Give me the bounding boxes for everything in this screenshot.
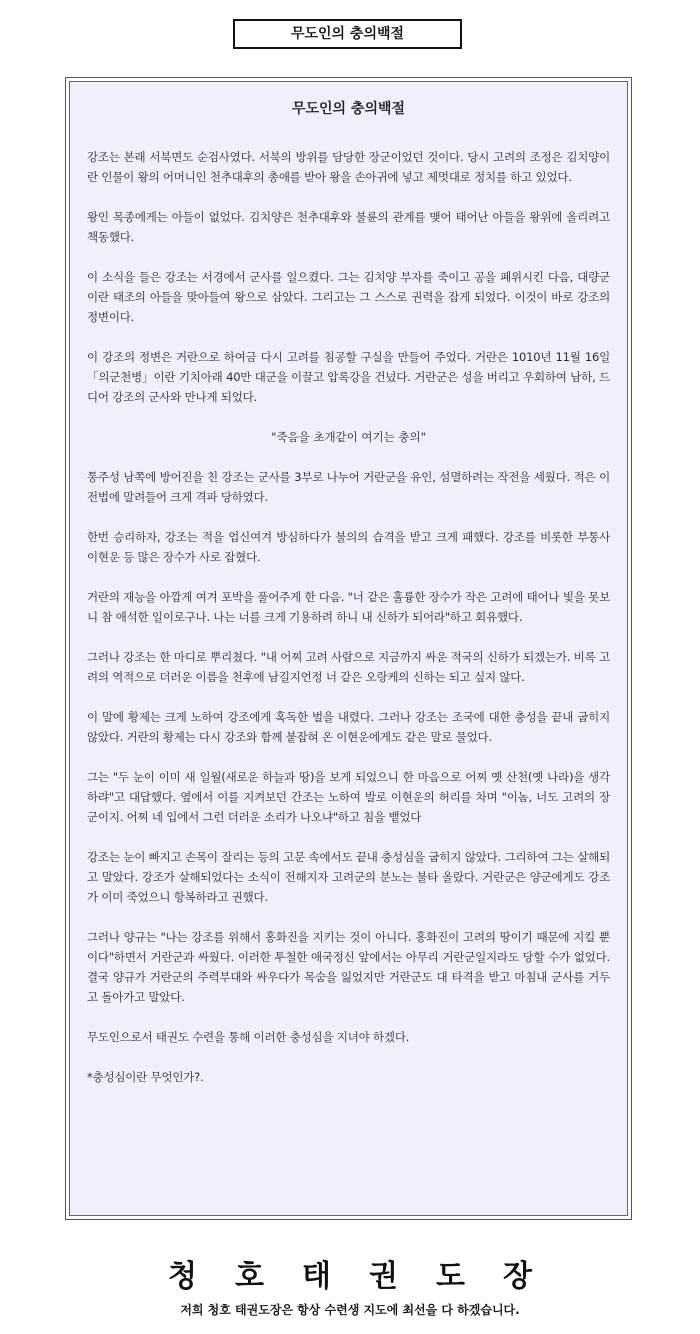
paragraph: 이 강조의 정변은 거란으로 하여금 다시 고려를 침공할 구실을 만들어 주었다. 거란은 1010년 11월 16일「의군천병」이란 기치아래 40만 대군을 이끌고 압록강을 건넜다. 거란군은 성을 버리고 우회하여 남하, 드디어 강조의 군사와 만나게 되었다. xyxy=(87,350,610,404)
academy-name: 청호태권도장 xyxy=(168,1259,570,1294)
article-panel xyxy=(69,81,628,1216)
paragraph: 거란의 재능을 아깝게 여겨 포박을 풀어주게 한 다음. "너 같은 훌륭한 장수가 작은 고려에 태어나 빛을 못보니 참 애석한 일이로구나. 나는 너를 크게 기용하려 하니 내 신하가 되어라"하고 회유했다. xyxy=(87,590,610,624)
section-quote: "죽음을 초개같이 여기는 충의" xyxy=(271,430,426,444)
article-frame xyxy=(65,77,632,1220)
header-title: 무도인의 충의백절 xyxy=(233,19,462,49)
paragraph: 강조는 본래 서북면도 순검사였다. 서북의 방위를 담당한 장군이었던 것이다. 당시 고려의 조정은 김치양이란 인물이 왕의 어머니인 천추대후의 총애를 받아 왕을 손아귀에 넣고 제멋대로 정치를 하고 있었다. xyxy=(87,150,610,184)
academy-motto: 저희 청호 태권도장은 항상 수련생 지도에 최선을 다 하겠습니다. xyxy=(180,1303,520,1317)
paragraph: 이 소식을 들은 강조는 서경에서 군사를 일으켰다. 그는 김치양 부자를 죽이고 공을 폐위시킨 다음, 대량군이란 태조의 아들을 맞아들여 왕으로 삼았다. 그리고는 그 스스로 권력을 잡게 되었다. 이것이 바로 강조의 정변이다. xyxy=(87,270,610,324)
closing-question: *충성심이란 무엇인가?. xyxy=(87,1070,204,1084)
paragraph: 그러나 강조는 한 마디로 뿌리쳤다. "내 어찌 고려 사람으로 지금까지 싸운 적국의 신하가 되겠는가. 비록 고려의 역적으로 더러운 이름을 천후에 남길지언정 너 같은 오랑케의 신하는 되고 싶지 않다. xyxy=(87,650,610,684)
article-title: 무도인의 충의백절 xyxy=(291,101,406,117)
paragraph: 강조는 눈이 빠지고 손목이 잘리는 등의 고문 속에서도 끝내 충성심을 굽히지 않았다. 그리하여 그는 살해되고 말았다. 강조가 살해되었다는 소식이 전해지자 고려군의 분노는 불타 올랐다. 거란군은 양군에게도 강조가 이미 죽었으니 항복하라고 권했다. xyxy=(87,850,610,904)
paragraph: 통주성 남쪽에 방어진을 친 강조는 군사를 3부로 나누어 거란군을 유인, 섬멸하려는 작전을 세웠다. 적은 이 전법에 말려들어 크게 격파 당하였다. xyxy=(87,470,610,504)
paragraph: 그러나 양규는 "나는 강조를 위해서 홍화진을 지키는 것이 아니다. 홍화진이 고려의 땅이기 때문에 지킬 뿐이다"하면서 거란군과 싸웠다. 이러한 투철한 애국정신 앞에서는 아무리 거란군일지라도 당할 수가 없었다. 결국 양규가 거란군의 주력부대와 싸우다가 목숨을 잃었지만 거란군도 대 타격을 받고 마침내 군사를 거두고 돌아가고 말았다. xyxy=(87,930,610,1004)
paragraph: 이 말에 황제는 크게 노하여 강조에게 혹독한 벌을 내렸다. 그러나 강조는 조국에 대한 충성을 끝내 굽히지 않았다. 거란의 황제는 다시 강조와 함께 붙잡혀 온 이현운에게도 같은 말로 물었다. xyxy=(87,710,610,744)
footer xyxy=(0,1258,700,1318)
paragraph: 무도인으로서 태권도 수련을 통해 이러한 충성심을 지녀야 하겠다. xyxy=(87,1030,410,1044)
paragraph: 왕인 목종에게는 아들이 없었다. 김치양은 천추대후와 불륜의 관계를 맺어 태어난 아들을 왕위에 올리려고 책동했다. xyxy=(87,210,610,244)
paragraph: 한번 승리하자, 강조는 적을 업신여겨 방심하다가 불의의 습격을 받고 크게 패했다. 강조를 비롯한 부통사 이현운 등 많은 장수가 사로 잡혔다. xyxy=(87,530,610,564)
paragraph: 그는 "두 눈이 이미 새 일월(새로운 하늘과 땅)을 보게 되었으니 한 마음으로 어찌 옛 산천(옛 나라)을 생각하랴"고 대답했다. 옆에서 이를 지켜보던 간조는 노하여 발로 이현운의 허리를 차며 "이놈, 너도 고려의 장군이지. 어찌 네 입에서 그런 더러운 소리가 나오냐"하고 침을 뱉었다 xyxy=(87,770,610,824)
